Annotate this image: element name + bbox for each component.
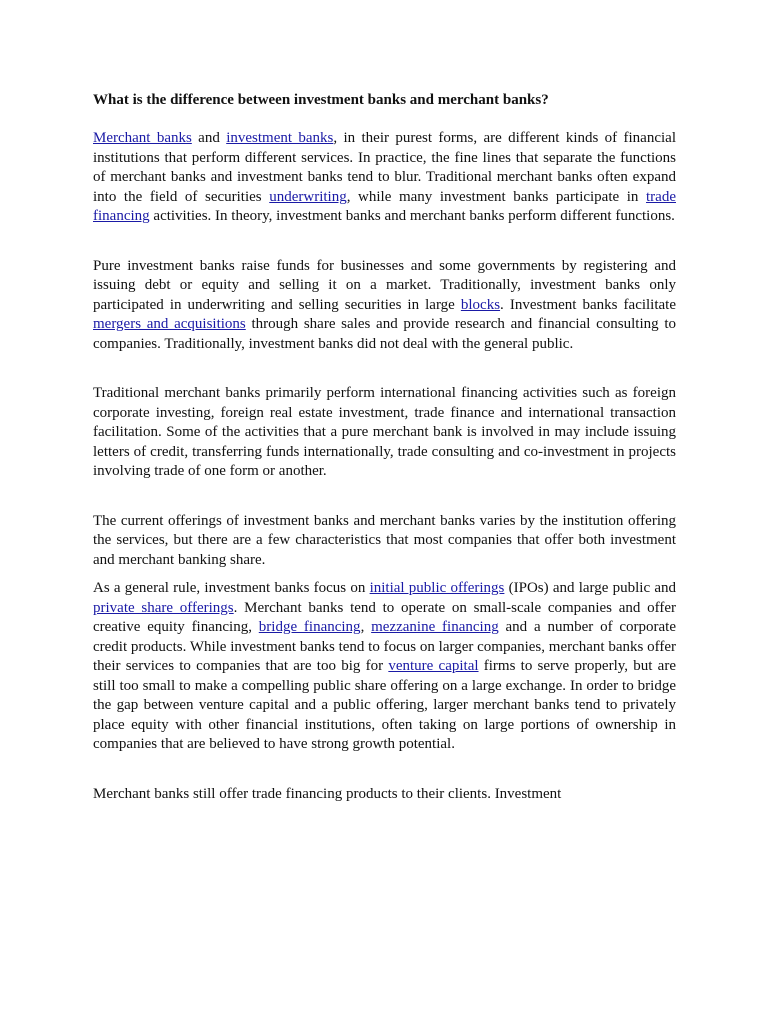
- paragraph-1: [93, 129, 676, 227]
- link-blocks[interactable]: blocks: [460, 296, 501, 313]
- text-segment: As a general rule, investment banks focus on: [93, 580, 370, 596]
- link-merchant-banks[interactable]: Merchant banks: [93, 130, 192, 146]
- link-mergers-and-acquisitions[interactable]: mergers and acquisitions: [93, 316, 246, 332]
- text-segment: Merchant banks still offer trade financing products to their clients. Investment: [93, 785, 562, 802]
- text-segment: Pure investment banks raise funds for businesses and some governments by registering and issuing debt or equity and selling it on a market. Traditionally, investment banks only participated in underwriting and selling securities in large: [93, 257, 676, 313]
- text-segment: through share sales and provide research and financial consulting to companies. Traditionally, investment banks did not deal with the general public.: [93, 316, 676, 352]
- paragraph-3: [93, 384, 676, 482]
- link-venture-capital[interactable]: venture capital: [388, 658, 479, 674]
- text-segment: Traditional merchant banks primarily perform international financing activities such as foreign corporate investing, foreign real estate investment, trade finance and international transaction facilitation. Some of the activities that a pure merchant bank is involved in may include issuing letters of credit, transferring funds internationally, trade consulting and co-investment in projects involving trade of one form or another.: [93, 385, 676, 479]
- paragraph-4: [93, 512, 676, 571]
- paragraph-6: [93, 785, 676, 805]
- text-segment: ,: [360, 619, 372, 635]
- text-segment: (IPOs) and large public and: [504, 580, 677, 596]
- document-body: [93, 129, 676, 804]
- paragraph-5: [93, 579, 676, 755]
- document-title: What is the difference between investment banks and merchant banks?: [93, 92, 549, 108]
- text-segment: and a number of corporate credit products. While investment banks tend to focus on larger companies, merchant banks offer their services to companies that are too big for: [93, 619, 676, 674]
- text-segment: . Investment banks facilitate: [500, 296, 676, 313]
- link-private-share-offerings[interactable]: private share offerings: [93, 599, 234, 616]
- link-underwriting[interactable]: underwriting: [269, 188, 347, 205]
- text-segment: and: [191, 130, 227, 146]
- text-segment: The current offerings of investment banks and merchant banks varies by the institution offering the services, but there are a few characteristics that most companies that offer both investment and merchant banking share.: [93, 512, 676, 568]
- text-segment: , while many investment banks participate in: [346, 188, 647, 205]
- text-segment: . Merchant banks tend to operate on small-scale companies and offer creative equity financing,: [93, 599, 677, 635]
- text-segment: firms to serve properly, but are still too small to make a compelling public share offering on a large exchange. In order to bridge the gap between venture capital and a public offering, larger merchant banks tend to privately place equity with other financial institutions, often taking on large portions of ownership in companies that are believed to have strong growth potential.: [93, 658, 676, 752]
- paragraph-2: [93, 257, 676, 355]
- text-segment: , in their purest forms, are different kinds of financial institutions that perform different services. In practice, the fine lines that separate the functions of merchant banks and investment banks tend to blur. Traditional merchant banks often expand into the field of securities: [93, 130, 676, 205]
- link-initial-public-offerings[interactable]: initial public offerings: [369, 580, 505, 596]
- link-trade-financing[interactable]: trade financing: [93, 188, 676, 224]
- link-bridge-financing[interactable]: bridge financing: [258, 619, 361, 635]
- link-mezzanine-financing[interactable]: mezzanine financing: [371, 619, 499, 635]
- text-segment: activities. In theory, investment banks and merchant banks perform different functions.: [149, 208, 675, 224]
- link-investment-banks[interactable]: investment banks: [226, 130, 334, 146]
